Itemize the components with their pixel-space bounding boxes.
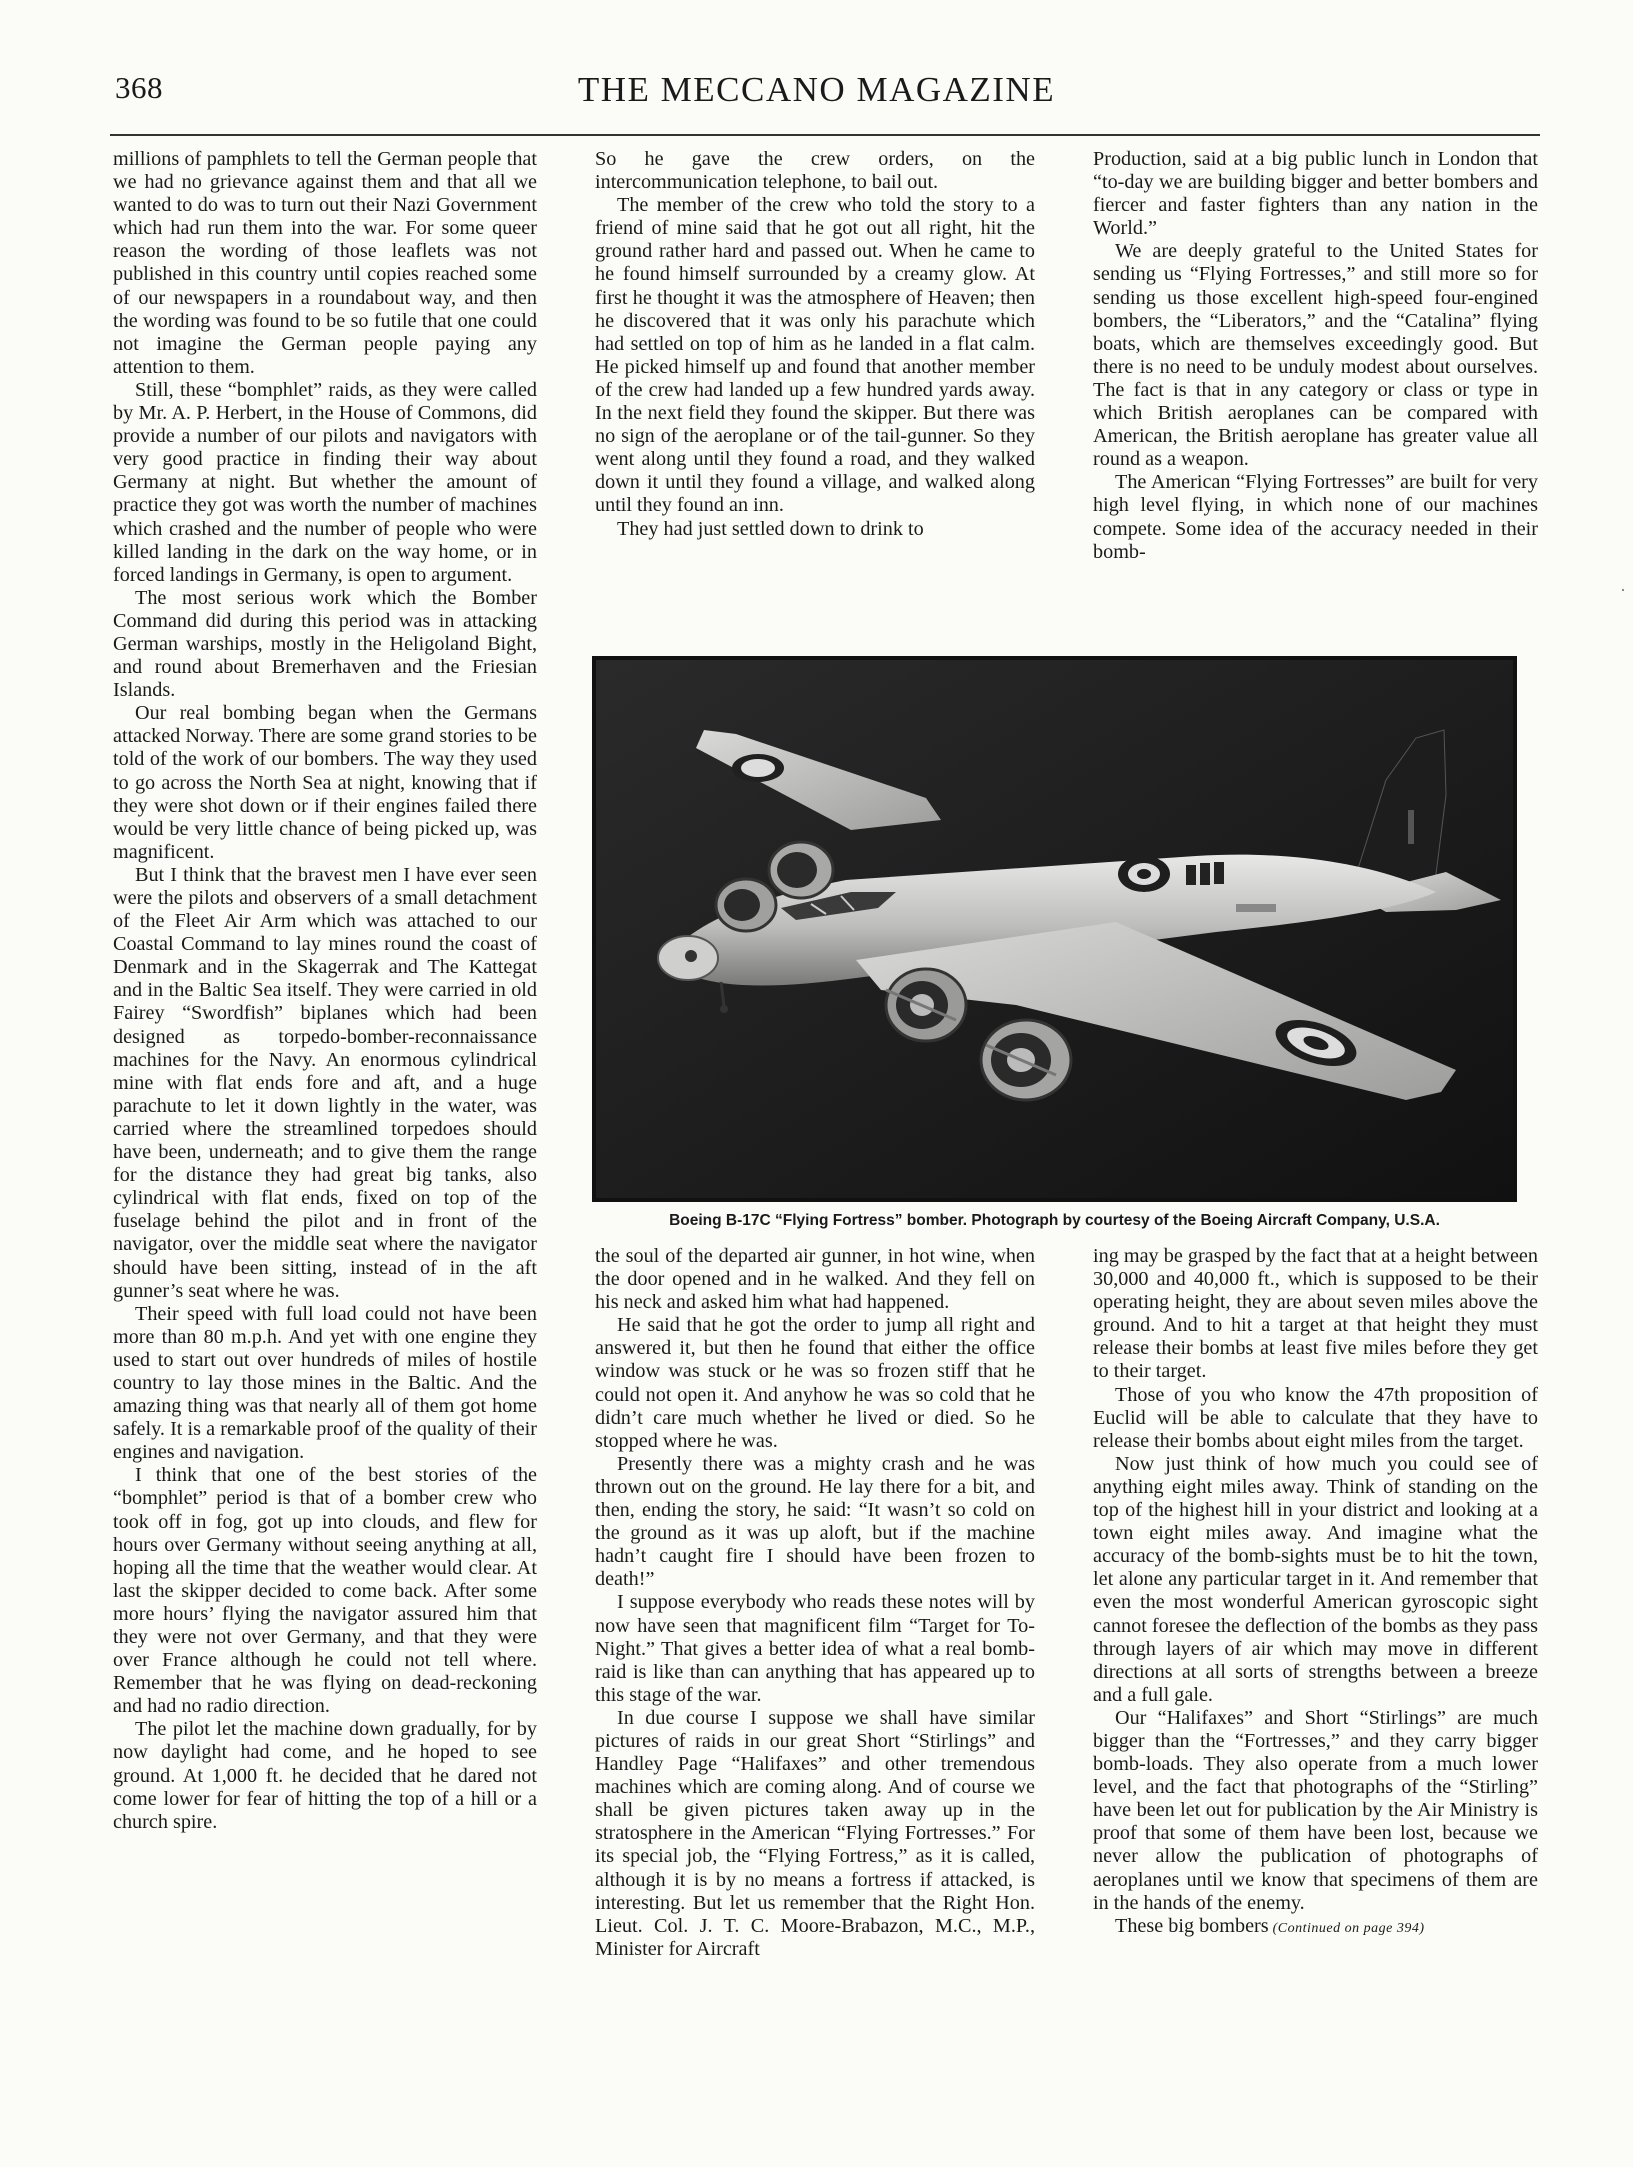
paragraph: Our real bombing began when the Germans attacked Norway. There are some grand stories to be told of the work of our bombers. The way they used to go across the North Sea at night, knowing that if they were shot down or if their engines failed there would be very little chance of being picked up, was magnificent.: [113, 702, 537, 863]
paragraph: These big bombers (Continued on page 394): [1115, 1914, 1425, 1937]
paragraph: ing may be grasped by the fact that at a height between 30,000 and 40,000 ft., which is supposed to be their operating height, they are about seven miles above the ground. And to hit a target at that height they must release their bombs at least five miles before they get to their target.: [1093, 1245, 1538, 1383]
paragraph: I suppose everybody who reads these notes will by now have seen that magnificent film “Target for To-Night.” That gives a better idea of what a real bomb-raid is like than can anything that has appeared up to this stage of the war.: [595, 1591, 1035, 1706]
paragraph: Those of you who know the 47th proposition of Euclid will be able to calculate that they have to release their bombs about eight miles from the target.: [1093, 1383, 1538, 1452]
paragraph: They had just settled down to drink to: [617, 517, 924, 540]
page-header: [0, 0, 1633, 140]
header-rule: [110, 134, 1540, 136]
column-right-top: [1093, 148, 1538, 564]
paragraph: But I think that the bravest men I have ever seen were the pilots and observers of a small detachment of the Fleet Air Arm which was attached to our Coastal Command to lay mines round the coast of Denmark and in the Skagerrak and The Kattegat and in the Baltic Sea itself. They were carried in old Fairey “Swordfish” biplanes which had been designed as torpedo-bomber-reconnaissance machines for the Navy. An enormous cylindrical mine with flat ends fore and aft, and a huge parachute to let it down lightly in the water, was carried where the streamlined torpedoes should have been, underneath; and to give them the range for the distance they had great big tanks, also cylindrical with flat ends, fixed on top of the fuselage behind the pilot and in front of the navigator, over the middle seat where the navigator should have been sitting, instead of in the aft gunner’s seat where he was.: [113, 863, 537, 1302]
paragraph: I think that one of the best stories of the “bomphlet” period is that of a bomber crew who took off in fog, got up into clouds, and flew for hours over Germany without seeing anything at all, hoping all the time that the weather would clear. At last the skipper decided to come back. After some more hours’ flying the navigator assured him that they were not over Germany, and that they were over France although he could not tell where. Remember that he was flying on dead-reckoning and had no radio direction.: [113, 1464, 537, 1718]
b17-bomber-illustration: [596, 660, 1513, 1198]
paragraph: We are deeply grateful to the United States for sending us “Flying Fortresses,” and still more so for sending us those excellent high-speed four-engined bombers, the “Liberators,” and the “Catalina” flying boats, which are themselves exceedingly good. But there is no need to be unduly modest about ourselves. The fact is that in any category or class or type in which British aeroplanes can be compared with American, the British aeroplane has greater value all round as a weapon.: [1093, 240, 1538, 471]
magazine-title: THE MECCANO MAGAZINE: [577, 70, 1056, 109]
paragraph: He said that he got the order to jump all right and answered it, but then he found that either the office window was stuck or he was so frozen stiff that he could not open it. And anyhow he was so cold that he didn’t care much whether he lived or died. So he stopped where he was.: [595, 1314, 1035, 1452]
photo-caption: Boeing B-17C “Flying Fortress” bomber. Photograph by courtesy of the Boeing Aircraft Company, U.S.A.: [669, 1212, 1440, 1229]
paragraph: The pilot let the machine down gradually, for by now daylight had come, and he hoped to see ground. At 1,000 ft. he decided that he dared not come lower for fear of hitting the top of a hill or a church spire.: [113, 1718, 537, 1833]
paragraph: Now just think of how much you could see of anything eight miles away. Think of standing on the top of the highest hill in your district and looking at a town eight miles away. And imagine what the accuracy of the bomb-sights must be to hit the town, let alone any particular target in it. And remember that even the most wonderful American gyroscopic sight cannot foresee the deflection of the bombs as they pass through layers of air which may move in different directions at all sorts of strengths between a breeze and a full gale.: [1093, 1452, 1538, 1706]
paragraph: The member of the crew who told the story to a friend of mine said that he got out all right, hit the ground rather hard and passed out. When he came to he found himself surrounded by a creamy glow. At first he thought it was the atmosphere of Heaven; then he discovered that it was only his parachute which had settled on top of him as he landed in a flat calm. He picked himself up and found that another member of the crew had landed up a few hundred yards away. In the next field they found the skipper. But there was no sign of the aeroplane or of the tail-gunner. So they went along until they found a road, and they walked down it until they found a village, and walked along until they found an inn.: [595, 194, 1035, 517]
paragraph: So he gave the crew orders, on the intercommunication telephone, to bail out.: [595, 148, 1035, 194]
paragraph: Production, said at a big public lunch in London that “to-day we are building bigger and better bombers and fiercer and faster fighters than any nation in the World.”: [1093, 148, 1538, 240]
continued-note: (Continued on page 394): [1268, 1920, 1425, 1936]
paragraph: the soul of the departed air gunner, in hot wine, when the door opened and in he walked. And they fell on his neck and asked him what had happened.: [595, 1245, 1035, 1314]
column-left: [113, 148, 537, 1834]
page-edge-mark: ·: [1620, 580, 1626, 600]
paragraph: Our “Halifaxes” and Short “Stirlings” are much bigger than the “Fortresses,” and they carry bigger bomb-loads. They also operate from a much lower level, and the fact that photographs of the “Stirling” have been let out for publication by the Air Ministry is proof that some of them have been lost, because we never allow the publication of photographs of aeroplanes until we know that specimens of them are in the hands of the enemy.: [1093, 1706, 1538, 1914]
paragraph: The American “Flying Fortresses” are built for very high level flying, in which none of our machines compete. Some idea of the accuracy needed in their bomb-: [1093, 471, 1538, 563]
page-number: 368: [115, 70, 163, 105]
column-middle-top: [595, 148, 1035, 541]
paragraph: millions of pamphlets to tell the German people that we had no grievance against them and that all we wanted to do was to turn out their Nazi Government which had run them into the war. For some queer reason the wording of those leaflets was not published in this country until copies reached some of our newspapers in a roundabout way, and then the wording was found to be so futile that one could not imagine the German people paying any attention to them.: [113, 148, 537, 378]
paragraph: The most serious work which the Bomber Command did during this period was in attacking German warships, mostly in the Heligoland Bight, and round about Bremerhaven and the Friesian Islands.: [113, 586, 537, 702]
paragraph: In due course I suppose we shall have similar pictures of raids in our great Short “Stirlings” and Handley Page “Halifaxes” and other tremendous machines which are coming along. And of course we shall be given pictures taken away up in the stratosphere in the American “Flying Fortresses.” For its special job, the “Flying Fortress,” as it is called, although it is by no means a fortress if attacked, is interesting. But let us remember that the Right Hon. Lieut. Col. J. T. C. Moore-Brabazon, M.C., M.P., Minister for Aircraft: [595, 1706, 1035, 1960]
paragraph: Presently there was a mighty crash and he was thrown out on the ground. He lay there for a bit, and then, ending the story, he said: “It wasn’t so cold on the ground as it was up aloft, but if the machine hadn’t caught fire I should have been frozen to death!”: [595, 1452, 1035, 1591]
column-right-bottom: [1093, 1245, 1538, 1940]
aircraft-photo: [592, 656, 1517, 1202]
column-middle-bottom: [595, 1245, 1035, 1961]
paragraph: Their speed with full load could not have been more than 80 m.p.h. And yet with one engine they used to start out over hundreds of miles of hostile country to lay those mines in the Baltic. And the amazing thing was that nearly all of them got home safely. It is a remarkable proof of the quality of their engines and navigation.: [113, 1302, 537, 1464]
paragraph: Still, these “bomphlet” raids, as they were called by Mr. A. P. Herbert, in the House of Commons, did provide a number of our pilots and navigators with very good practice in finding their way about Germany at night. But whether the amount of practice they got was worth the number of machines which crashed and the number of people who were killed landing in the dark on the way home, or in forced landings in Germany, is open to argument.: [113, 378, 537, 586]
